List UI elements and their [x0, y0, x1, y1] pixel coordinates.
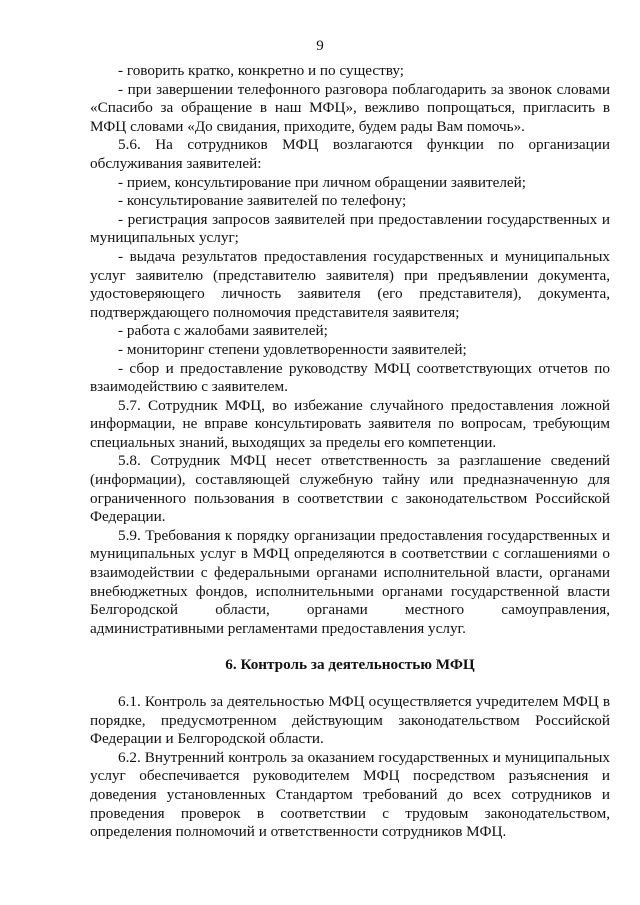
- section-heading: 6. Контроль за деятельностью МФЦ: [225, 656, 475, 674]
- page-number: 9: [316, 38, 324, 54]
- paragraph: 5.9. Требования к порядку организации предоставления государственных и муниципальных услуг в МФЦ определяются в соответствии с соглашениями о взаимодействии с федеральными органами исполнительной власти, органами внебюджетных фондов, исполнительными органами государственной власти Белгородской области, органами местного самоуправления, административными регламентами предоставления услуг.: [90, 526, 610, 637]
- paragraph: 5.7. Сотрудник МФЦ, во избежание случайного предоставления ложной информации, не вправе консультировать заявителя по вопросам, требующим специальных знаний, выходящих за пределы его компетенции.: [90, 396, 610, 451]
- paragraph: 6.1. Контроль за деятельностью МФЦ осуществляется учредителем МФЦ в порядке, предусмотренном действующим законодательством Российской Федерации и Белгородской области.: [90, 693, 610, 748]
- paragraph: - консультирование заявителей по телефону;: [118, 192, 407, 210]
- paragraph: - мониторинг степени удовлетворенности заявителей;: [118, 340, 467, 358]
- paragraph: - работа с жалобами заявителей;: [118, 322, 328, 340]
- paragraph: - при завершении телефонного разговора поблагодарить за звонок словами «Спасибо за обращение в наш МФЦ», вежливо попрощаться, пригласить в МФЦ словами «До свидания, приходите, будем рады Вам помочь».: [90, 80, 610, 135]
- paragraph: - регистрация запросов заявителей при предоставлении государственных и муниципальных услуг;: [90, 210, 610, 247]
- paragraph: - выдача результатов предоставления государственных и муниципальных услуг заявителю (представителю заявителя) при предъявлении документа, удостоверяющего личность заявителя (его представителя), документа, подтверждающего полномочия представителя заявителя;: [90, 247, 610, 321]
- paragraph: 5.8. Сотрудник МФЦ несет ответственность за разглашение сведений (информации), составляющей служебную тайну или предназначенную для ограниченного пользования в соответствии с законодательством Российской Федерации.: [90, 452, 610, 526]
- paragraph: 5.6. На сотрудников МФЦ возлагаются функции по организации обслуживания заявителей:: [90, 136, 610, 172]
- paragraph: - говорить кратко, конкретно и по существу;: [118, 62, 405, 79]
- paragraph: - сбор и предоставление руководству МФЦ соответствующих отчетов по взаимодействию с заявителем.: [90, 359, 610, 396]
- paragraph: 6.2. Внутренний контроль за оказанием государственных и муниципальных услуг обеспечивается руководителем МФЦ посредством разъяснения и доведения установленных Стандартом требований до всех сотрудников и проведения проверок в соответствии с трудовым законодательством, определения полномочий и ответственности сотрудников МФЦ.: [90, 748, 610, 841]
- document-body: [90, 62, 610, 842]
- paragraph: - прием, консультирование при личном обращении заявителей;: [118, 173, 526, 191]
